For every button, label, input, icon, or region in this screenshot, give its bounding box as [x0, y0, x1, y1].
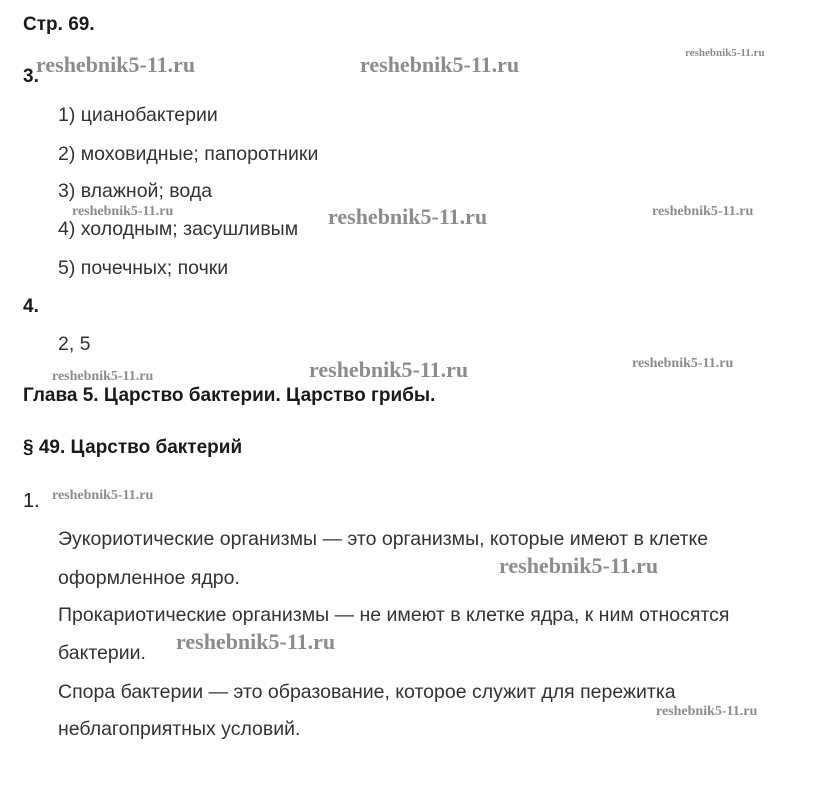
paragraph-line: Прокариотические организмы — не имеют в клетке ядра, к ним относятся — [58, 604, 730, 626]
watermark: reshebnik5-11.ru — [360, 52, 520, 77]
chapter-title: Глава 5. Царство бактерии. Царство грибы. — [23, 385, 436, 406]
watermark: reshebnik5-11.ru — [632, 356, 734, 371]
paragraph-line: Спора бактерии — это образование, которое служит для пережитка — [58, 681, 676, 703]
watermark: reshebnik5-11.ru — [72, 204, 174, 219]
answer-item: 2) моховидные; папоротники — [58, 143, 319, 165]
answer-item: 3) влажной; вода — [58, 180, 213, 202]
section-title: § 49. Царство бактерий — [23, 437, 243, 458]
answer-item: 2, 5 — [58, 333, 91, 355]
watermark: reshebnik5-11.ru — [309, 357, 469, 382]
watermark: reshebnik5-11.ru — [499, 553, 659, 578]
paragraph-line: неблагоприятных условий. — [58, 718, 301, 740]
page-heading: Стр. 69. — [23, 14, 95, 35]
task-number-4: 4. — [23, 296, 39, 317]
watermark: reshebnik5-11.ru — [176, 629, 336, 654]
paragraph-line: Эукориотические организмы — это организмы, которые имеют в клетке — [58, 528, 709, 550]
paragraph-line: оформленное ядро. — [58, 567, 240, 589]
watermark: reshebnik5-11.ru — [52, 488, 154, 503]
watermark: reshebnik5-11.ru — [36, 52, 196, 77]
watermark: reshebnik5-11.ru — [656, 704, 758, 719]
watermark: reshebnik5-11.ru — [685, 47, 765, 59]
answer-item: 1) цианобактерии — [58, 104, 218, 126]
watermark: reshebnik5-11.ru — [328, 204, 488, 229]
task-number-1: 1. — [23, 490, 40, 512]
watermark: reshebnik5-11.ru — [652, 204, 754, 219]
answer-item: 4) холодным; засушливым — [58, 218, 299, 240]
paragraph-line: бактерии. — [58, 642, 146, 664]
watermark: reshebnik5-11.ru — [52, 369, 154, 384]
answer-item: 5) почечных; почки — [58, 257, 229, 279]
task-number-3: 3. — [23, 66, 39, 87]
